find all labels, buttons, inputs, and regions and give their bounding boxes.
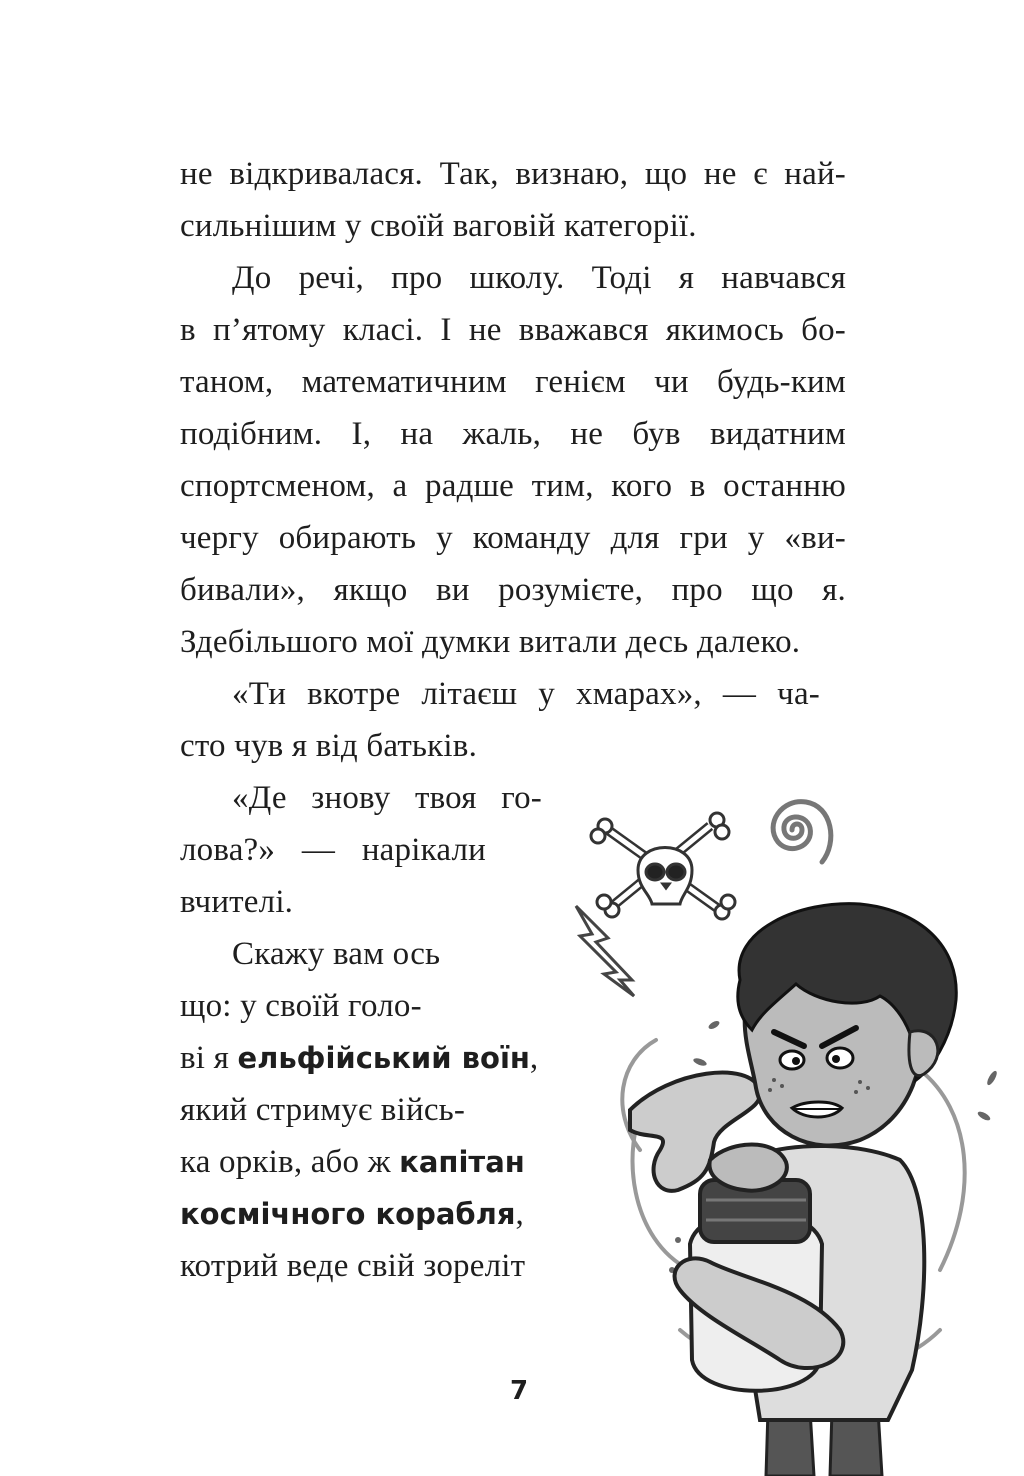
lightning-icon xyxy=(576,906,634,996)
text-line-21 xyxy=(180,1194,524,1234)
text-line-6: подібним. І, на жаль, не був видатним xyxy=(180,416,846,452)
text-line-7: спортсменом, а радше тим, кого в останню xyxy=(180,468,846,504)
boy-hand-top xyxy=(709,1145,786,1191)
text-line-11: «Ти вкотре літаєш у хмарах», — ча- xyxy=(232,676,820,712)
text-line-1: не відкривалася. Так, визнаю, що не є най- xyxy=(180,156,846,192)
text-line-13: «Де знову твоя го- xyxy=(232,780,542,816)
spiral-icon xyxy=(773,802,831,862)
bold-phrase-elf-warrior: ельфійський воїн xyxy=(237,1041,530,1075)
text-line-17: що: у своїй голо- xyxy=(180,988,422,1024)
boy-illustration xyxy=(560,770,1010,1476)
text-line-21-end: , xyxy=(515,1196,524,1232)
text-line-19: який стримує війсь- xyxy=(180,1092,466,1128)
skull-crossbones-icon xyxy=(591,813,735,919)
text-line-9: бивали», якщо ви розумієте, про що я. xyxy=(180,572,846,608)
boy-ear xyxy=(909,1031,938,1076)
text-line-14: лова?» — нарікали xyxy=(180,832,486,868)
text-line-2: сильнішим у своїй ваговій категорії. xyxy=(180,208,697,244)
text-line-3: До речі, про школу. Тоді я навчався xyxy=(232,260,846,296)
text-line-16: Скажу вам ось xyxy=(232,936,441,972)
page-number: 7 xyxy=(509,1376,529,1406)
text-line-12: сто чув я від батьків. xyxy=(180,728,478,764)
text-line-4: в п’ятому класі. І не вважався якимось бо- xyxy=(180,312,846,348)
text-line-5: таном, математичним генієм чи будь-ким xyxy=(180,364,846,400)
text-line-8: чергу обирають у команду для гри у «ви- xyxy=(180,520,846,556)
text-line-22: котрий веде свій зореліт xyxy=(180,1248,526,1284)
bold-phrase-spaceship: космічного корабля xyxy=(180,1197,516,1231)
text-line-15: вчителі. xyxy=(180,884,294,920)
text-line-20 xyxy=(180,1142,525,1182)
text-line-10: Здебільшого мої думки витали десь далеко. xyxy=(180,624,801,660)
text-line-20-start: ка орків, або ж xyxy=(180,1144,400,1180)
text-line-18-start: ві я xyxy=(180,1040,238,1076)
text-line-18 xyxy=(180,1038,538,1078)
bold-word-captain: капітан xyxy=(399,1145,525,1179)
text-line-18-end: , xyxy=(529,1040,539,1076)
